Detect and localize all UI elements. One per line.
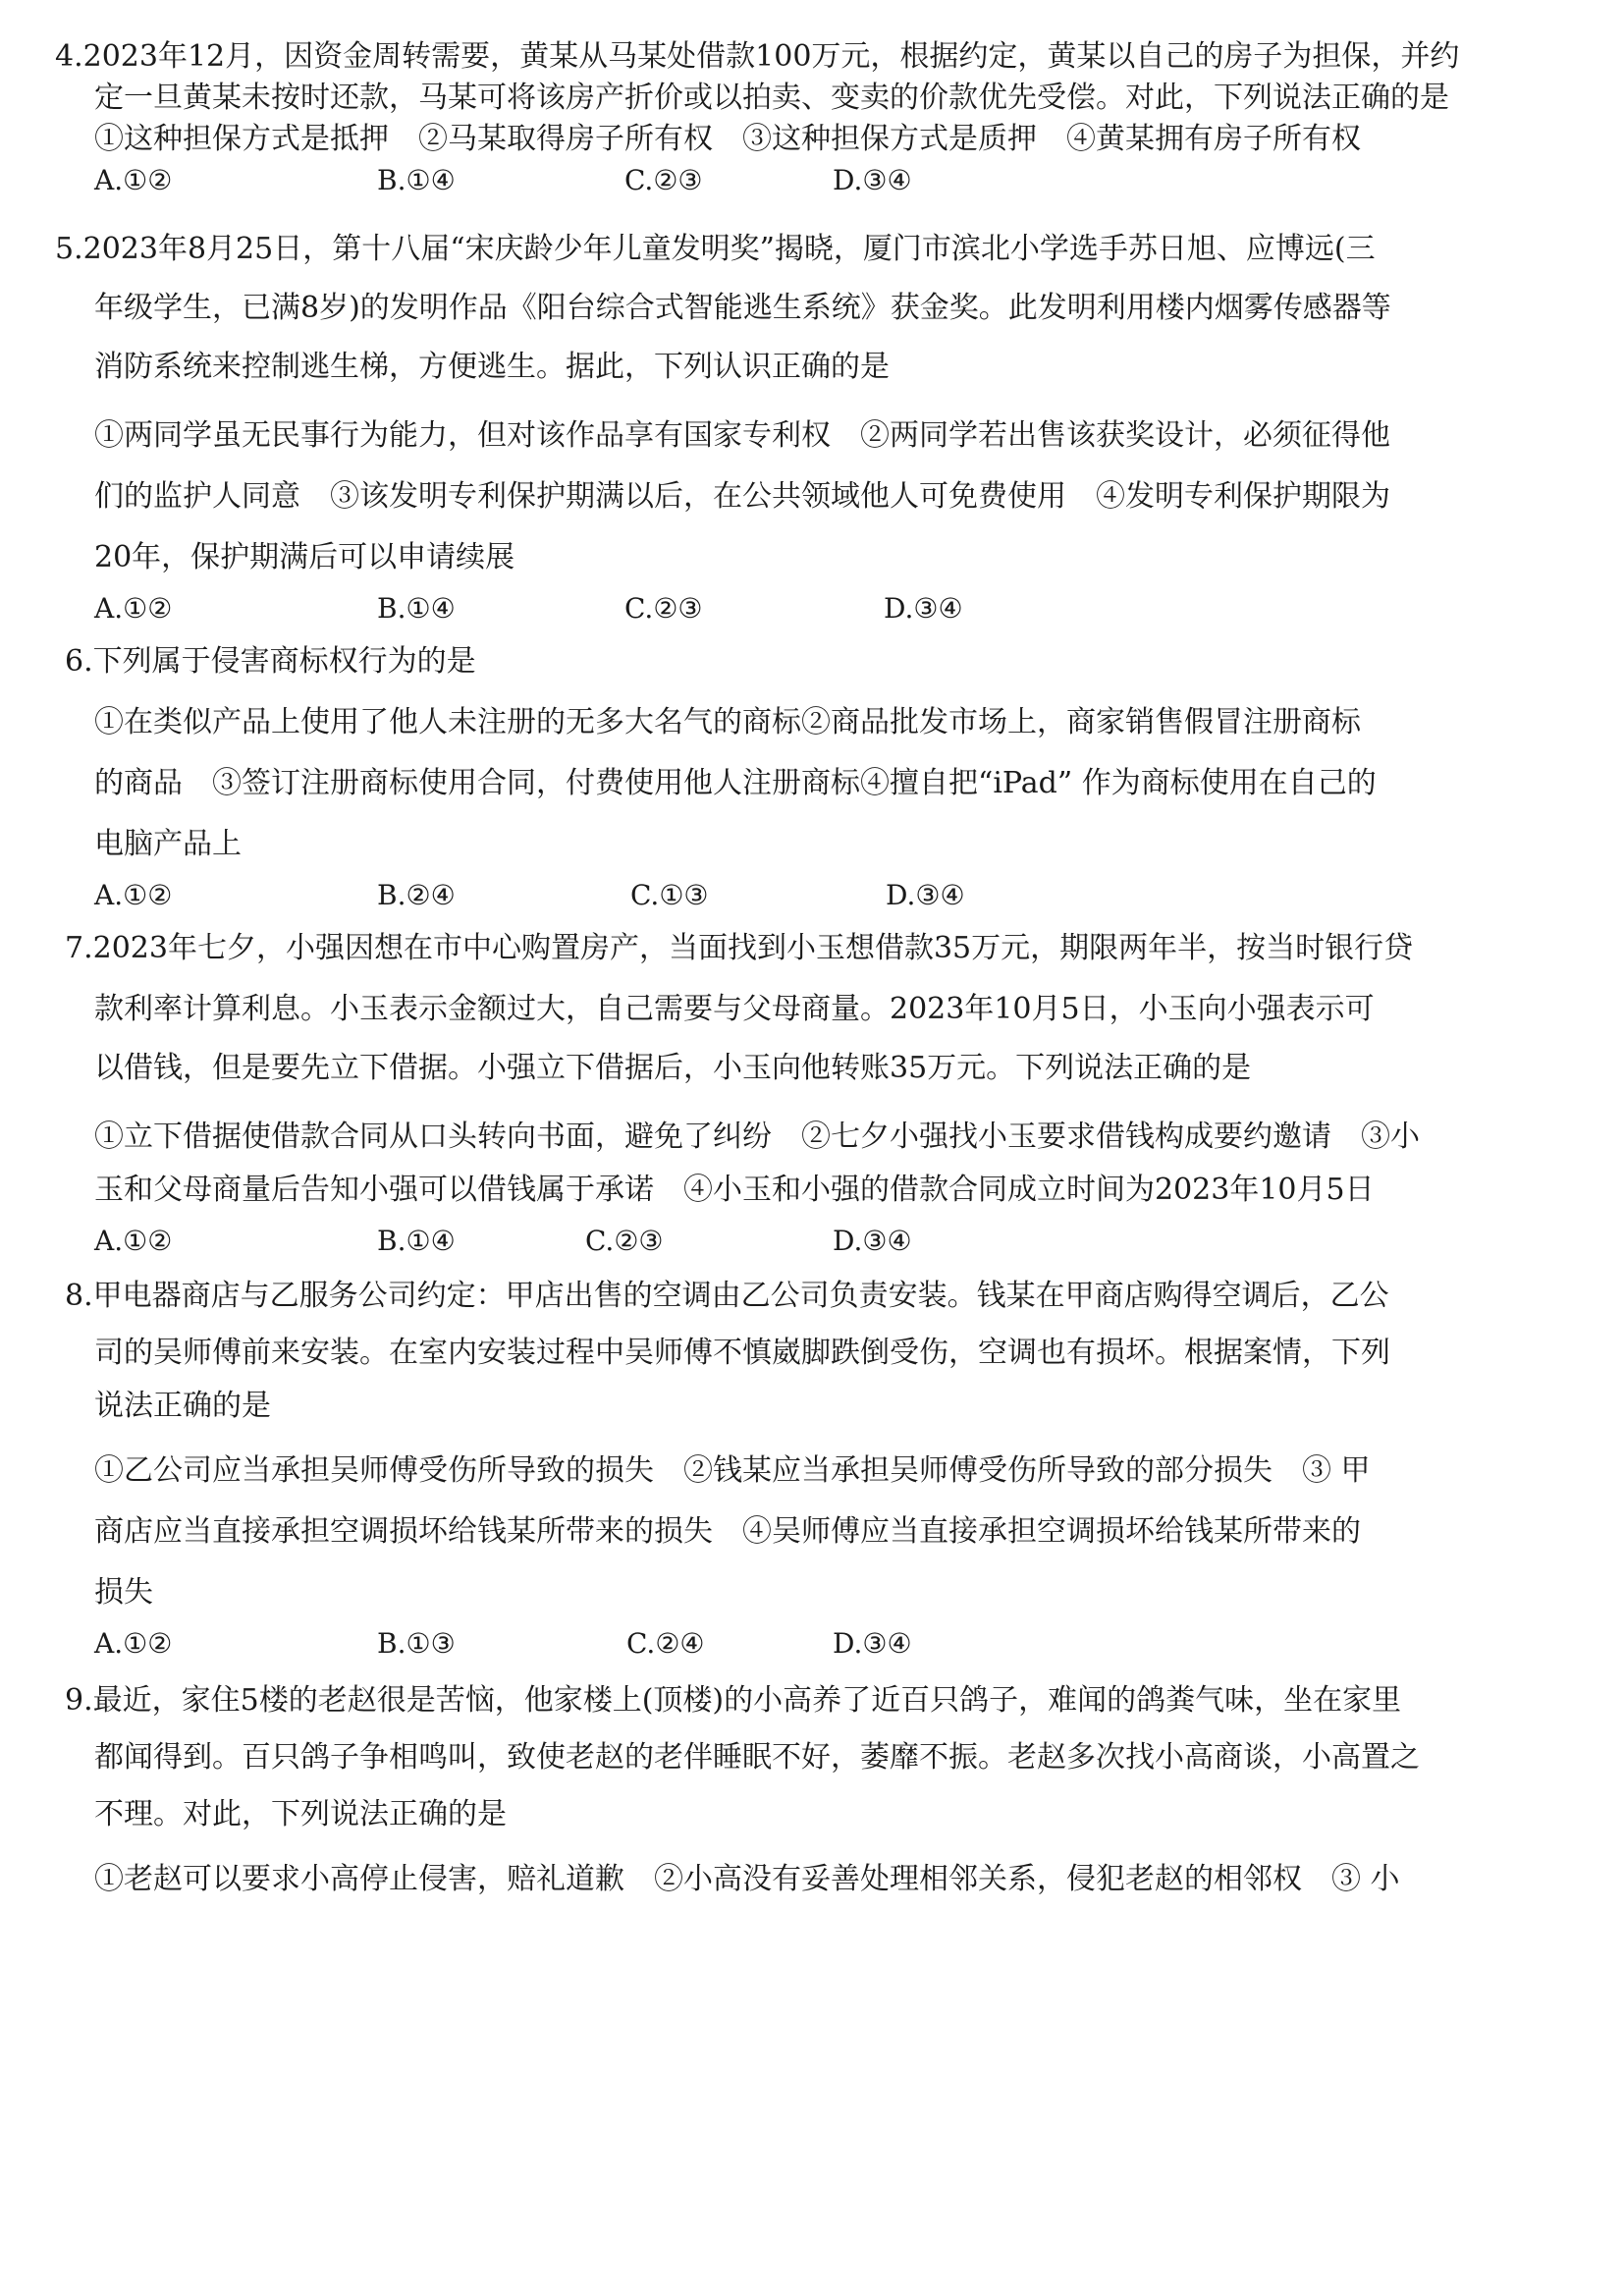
option-d[interactable]: D.③④ <box>833 1627 912 1660</box>
option-d[interactable]: D.③④ <box>886 879 965 911</box>
question-9-line-3: 不理。对此，下列说法正确的是 <box>94 1797 507 1831</box>
option-a[interactable]: A.①② <box>94 592 173 625</box>
question-8-line-5: 商店应当直接承担空调损坏给钱某所带来的损失 ④吴师傅应当直接承担空调损坏给钱某所带来的 <box>94 1514 1361 1549</box>
question-6-line-4: 电脑产品上 <box>94 827 242 861</box>
option-a[interactable]: A.①② <box>94 1627 173 1660</box>
question-text: 甲电器商店与乙服务公司约定：甲店出售的空调由乙公司负责安装。钱某在甲商店购得空调后，乙公 <box>92 1279 1389 1313</box>
option-d[interactable]: D.③④ <box>833 164 912 196</box>
question-text: 2023年8月25日，第十八届“宋庆龄少年儿童发明奖”揭晓，厦门市滨北小学选手苏日旭、应博远(三 <box>82 232 1376 266</box>
question-8-line-2: 司的吴师傅前来安装。在室内安装过程中吴师傅不慎崴脚跌倒受伤，空调也有损坏。根据案情，下列 <box>94 1336 1390 1370</box>
question-9-line-2: 都闻得到。百只鸽子争相鸣叫，致使老赵的老伴睡眠不好，萎靡不振。老赵多次找小高商谈，小高置之 <box>94 1740 1420 1775</box>
question-number: 8. <box>65 1279 93 1313</box>
question-9-line-4: ①老赵可以要求小高停止侵害，赔礼道歉 ②小高没有妥善处理相邻关系，侵犯老赵的相邻权 ③ 小 <box>94 1862 1400 1896</box>
question-6-line-3: 的商品 ③签订注册商标使用合同，付费使用他人注册商标④擅自把“iPad” 作为商标使用在自己的 <box>94 766 1377 800</box>
option-a[interactable]: A.①② <box>94 879 173 911</box>
question-7-line-4: ①立下借据使借款合同从口头转向书面，避免了纠纷 ②七夕小强找小玉要求借钱构成要约邀请 ③小 <box>94 1120 1420 1154</box>
question-4-line-2: 定一旦黄某未按时还款，马某可将该房产折价或以拍卖、变卖的价款优先受偿。对此，下列说法正确的是 <box>94 81 1449 115</box>
question-4-line-1 <box>55 37 1459 77</box>
option-a[interactable]: A.①② <box>94 164 173 196</box>
option-b[interactable]: B.①④ <box>377 164 456 196</box>
option-c[interactable]: C.②③ <box>624 592 703 625</box>
question-7-line-2: 款利率计算利息。小玉表示金额过大，自己需要与父母商量。2023年10月5日，小玉向小强表示可 <box>94 992 1375 1026</box>
option-c[interactable]: C.②③ <box>585 1225 664 1257</box>
question-5-line-3: 消防系统来控制逃生梯，方便逃生。据此，下列认识正确的是 <box>94 350 890 384</box>
question-4-line-3: ①这种担保方式是抵押 ②马某取得房子所有权 ③这种担保方式是质押 ④黄某拥有房子所有权 <box>94 122 1361 156</box>
question-text: 2023年七夕，小强因想在市中心购置房产，当面找到小玉想借款35万元，期限两年半，按当时银行贷 <box>92 931 1414 965</box>
question-6-line-1 <box>65 642 476 682</box>
question-6-line-2: ①在类似产品上使用了他人未注册的无多大名气的商标②商品批发市场上，商家销售假冒注册商标 <box>94 705 1361 739</box>
question-5-line-6: 20年，保护期满后可以申请续展 <box>94 540 515 574</box>
question-7-line-5: 玉和父母商量后告知小强可以借钱属于承诺 ④小玉和小强的借款合同成立时间为2023年10月5日 <box>94 1173 1375 1207</box>
question-text: 最近，家住5楼的老赵很是苦恼，他家楼上(顶楼)的小高养了近百只鸽子，难闻的鸽粪气味，坐在家里 <box>92 1683 1402 1718</box>
question-5-line-5: 们的监护人同意 ③该发明专利保护期满以后，在公共领域他人可免费使用 ④发明专利保护期限为 <box>94 479 1390 514</box>
question-8-line-1 <box>65 1277 1389 1316</box>
question-text: 2023年12月，因资金周转需要，黄某从马某处借款100万元，根据约定，黄某以自己的房子为担保，并约 <box>82 39 1460 74</box>
question-7-line-3: 以借钱，但是要先立下借据。小强立下借据后，小玉向他转账35万元。下列说法正确的是 <box>94 1051 1252 1085</box>
option-c[interactable]: C.①③ <box>630 879 709 911</box>
option-a[interactable]: A.①② <box>94 1225 173 1257</box>
question-number: 6. <box>65 644 93 679</box>
option-c[interactable]: C.②④ <box>626 1627 705 1660</box>
option-b[interactable]: B.①④ <box>377 592 456 625</box>
question-5-line-4: ①两同学虽无民事行为能力，但对该作品享有国家专利权 ②两同学若出售该获奖设计，必须征得他 <box>94 418 1390 453</box>
question-8-line-4: ①乙公司应当承担吴师傅受伤所导致的损失 ②钱某应当承担吴师傅受伤所导致的部分损失 ③ 甲 <box>94 1453 1371 1488</box>
question-number: 7. <box>65 931 93 965</box>
question-number: 5. <box>55 232 83 266</box>
question-number: 4. <box>55 39 83 74</box>
option-b[interactable]: B.①④ <box>377 1225 456 1257</box>
question-8-line-3: 说法正确的是 <box>94 1389 271 1423</box>
question-5-line-2: 年级学生，已满8岁)的发明作品《阳台综合式智能逃生系统》获金奖。此发明利用楼内烟雾传感器等 <box>94 291 1391 325</box>
option-c[interactable]: C.②③ <box>624 164 703 196</box>
question-text: 下列属于侵害商标权行为的是 <box>92 644 476 679</box>
option-b[interactable]: B.①③ <box>377 1627 456 1660</box>
question-number: 9. <box>65 1683 93 1718</box>
question-7-line-1 <box>65 929 1413 968</box>
question-8-line-6: 损失 <box>94 1575 153 1610</box>
question-5-line-1 <box>55 230 1376 269</box>
option-d[interactable]: D.③④ <box>833 1225 912 1257</box>
option-d[interactable]: D.③④ <box>884 592 963 625</box>
question-9-line-1 <box>65 1681 1401 1721</box>
option-b[interactable]: B.②④ <box>377 879 456 911</box>
